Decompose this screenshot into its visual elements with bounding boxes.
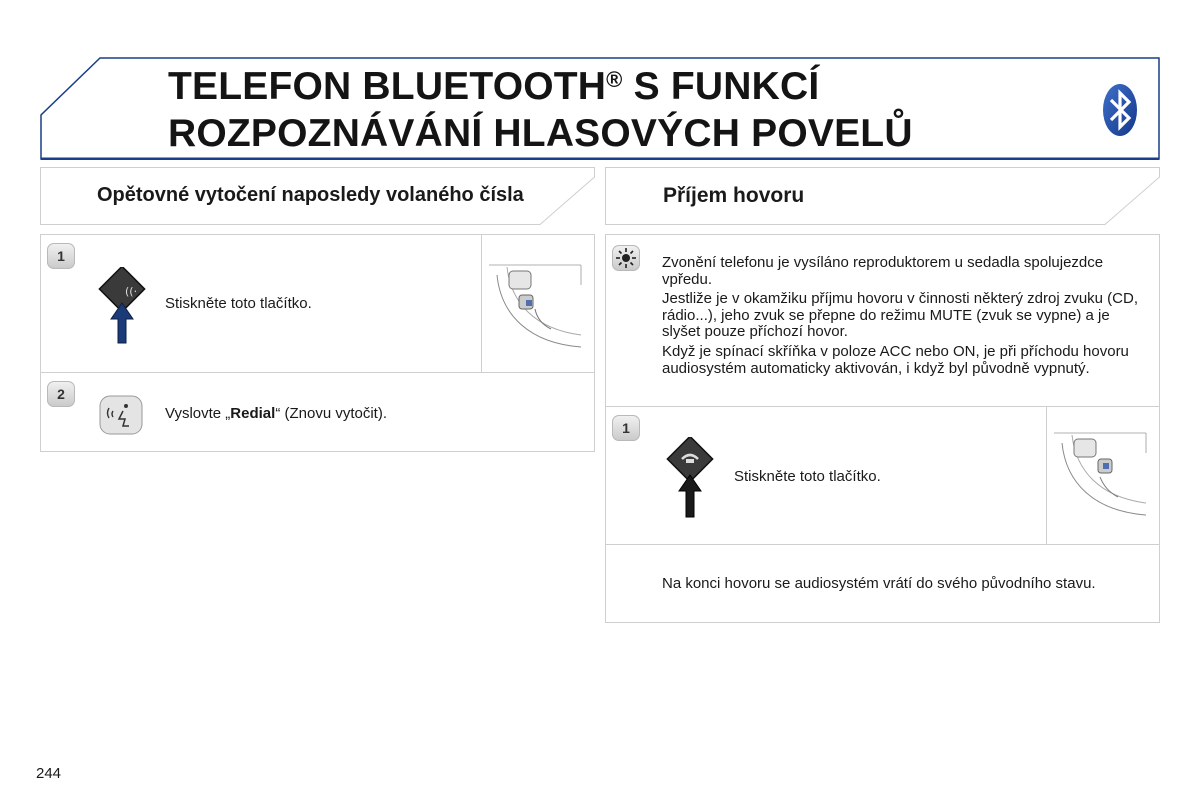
page-header bbox=[40, 57, 1160, 160]
step-divider bbox=[41, 372, 594, 373]
info-badge bbox=[612, 245, 640, 271]
phone-button-icon bbox=[662, 437, 720, 524]
image-divider bbox=[1046, 406, 1047, 544]
voice-command-button-icon bbox=[94, 267, 152, 350]
page-title-line-1: TELEFON BLUETOOTH® S FUNKCÍ bbox=[168, 65, 820, 108]
right-step-1-text: Stiskněte toto tlačítko. bbox=[734, 468, 881, 485]
right-section-header bbox=[605, 167, 1160, 225]
left-section-header bbox=[40, 167, 595, 225]
end-call-text: Na konci hovoru se audiosystém vrátí do svého původního stavu. bbox=[662, 575, 1096, 592]
info-paragraph-3: Když je spínací skříňka v poloze ACC nebo ON, je při příchodu hovoru audiosystém automaticky aktivován, i když byl původně vypnutý. bbox=[662, 343, 1129, 377]
step-badge-right-1: 1 bbox=[612, 415, 640, 441]
steering-wheel-illustration bbox=[489, 255, 584, 360]
svg-text:((·: ((· bbox=[125, 285, 138, 298]
left-steps-box bbox=[40, 234, 595, 452]
image-divider bbox=[481, 235, 482, 372]
steering-wheel-illustration bbox=[1054, 423, 1149, 528]
step-2-text: Vyslovte „Redial“ (Znovu vytočit). bbox=[165, 405, 387, 422]
step-badge-2: 2 bbox=[47, 381, 75, 407]
step-badge-1: 1 bbox=[47, 243, 75, 269]
step-divider bbox=[606, 544, 1159, 545]
page-title-line-2: ROZPOZNÁVÁNÍ HLASOVÝCH POVELŮ bbox=[168, 112, 913, 155]
page-number: 244 bbox=[36, 765, 62, 782]
info-paragraph-1: Zvonění telefonu je vysíláno reproduktorem u sedadla spolujezdce vpředu. bbox=[662, 254, 1104, 288]
info-paragraph-2: Jestliže je v okamžiku příjmu hovoru v činnosti některý zdroj zvuku (CD, rádio...), jeho zvuk se přepne do režimu MUTE (zvuk se vypne) a je slyšet pouze příchozí hovor. bbox=[662, 290, 1139, 340]
voice-command-icon bbox=[99, 395, 143, 440]
step-1-text: Stiskněte toto tlačítko. bbox=[165, 295, 312, 312]
right-section-title: Příjem hovoru bbox=[663, 184, 805, 207]
info-sun-icon bbox=[612, 245, 640, 271]
left-section-title: Opětovné vytočení naposledy volaného čísla bbox=[97, 184, 524, 206]
info-divider bbox=[606, 406, 1159, 407]
right-steps-box bbox=[605, 234, 1160, 623]
